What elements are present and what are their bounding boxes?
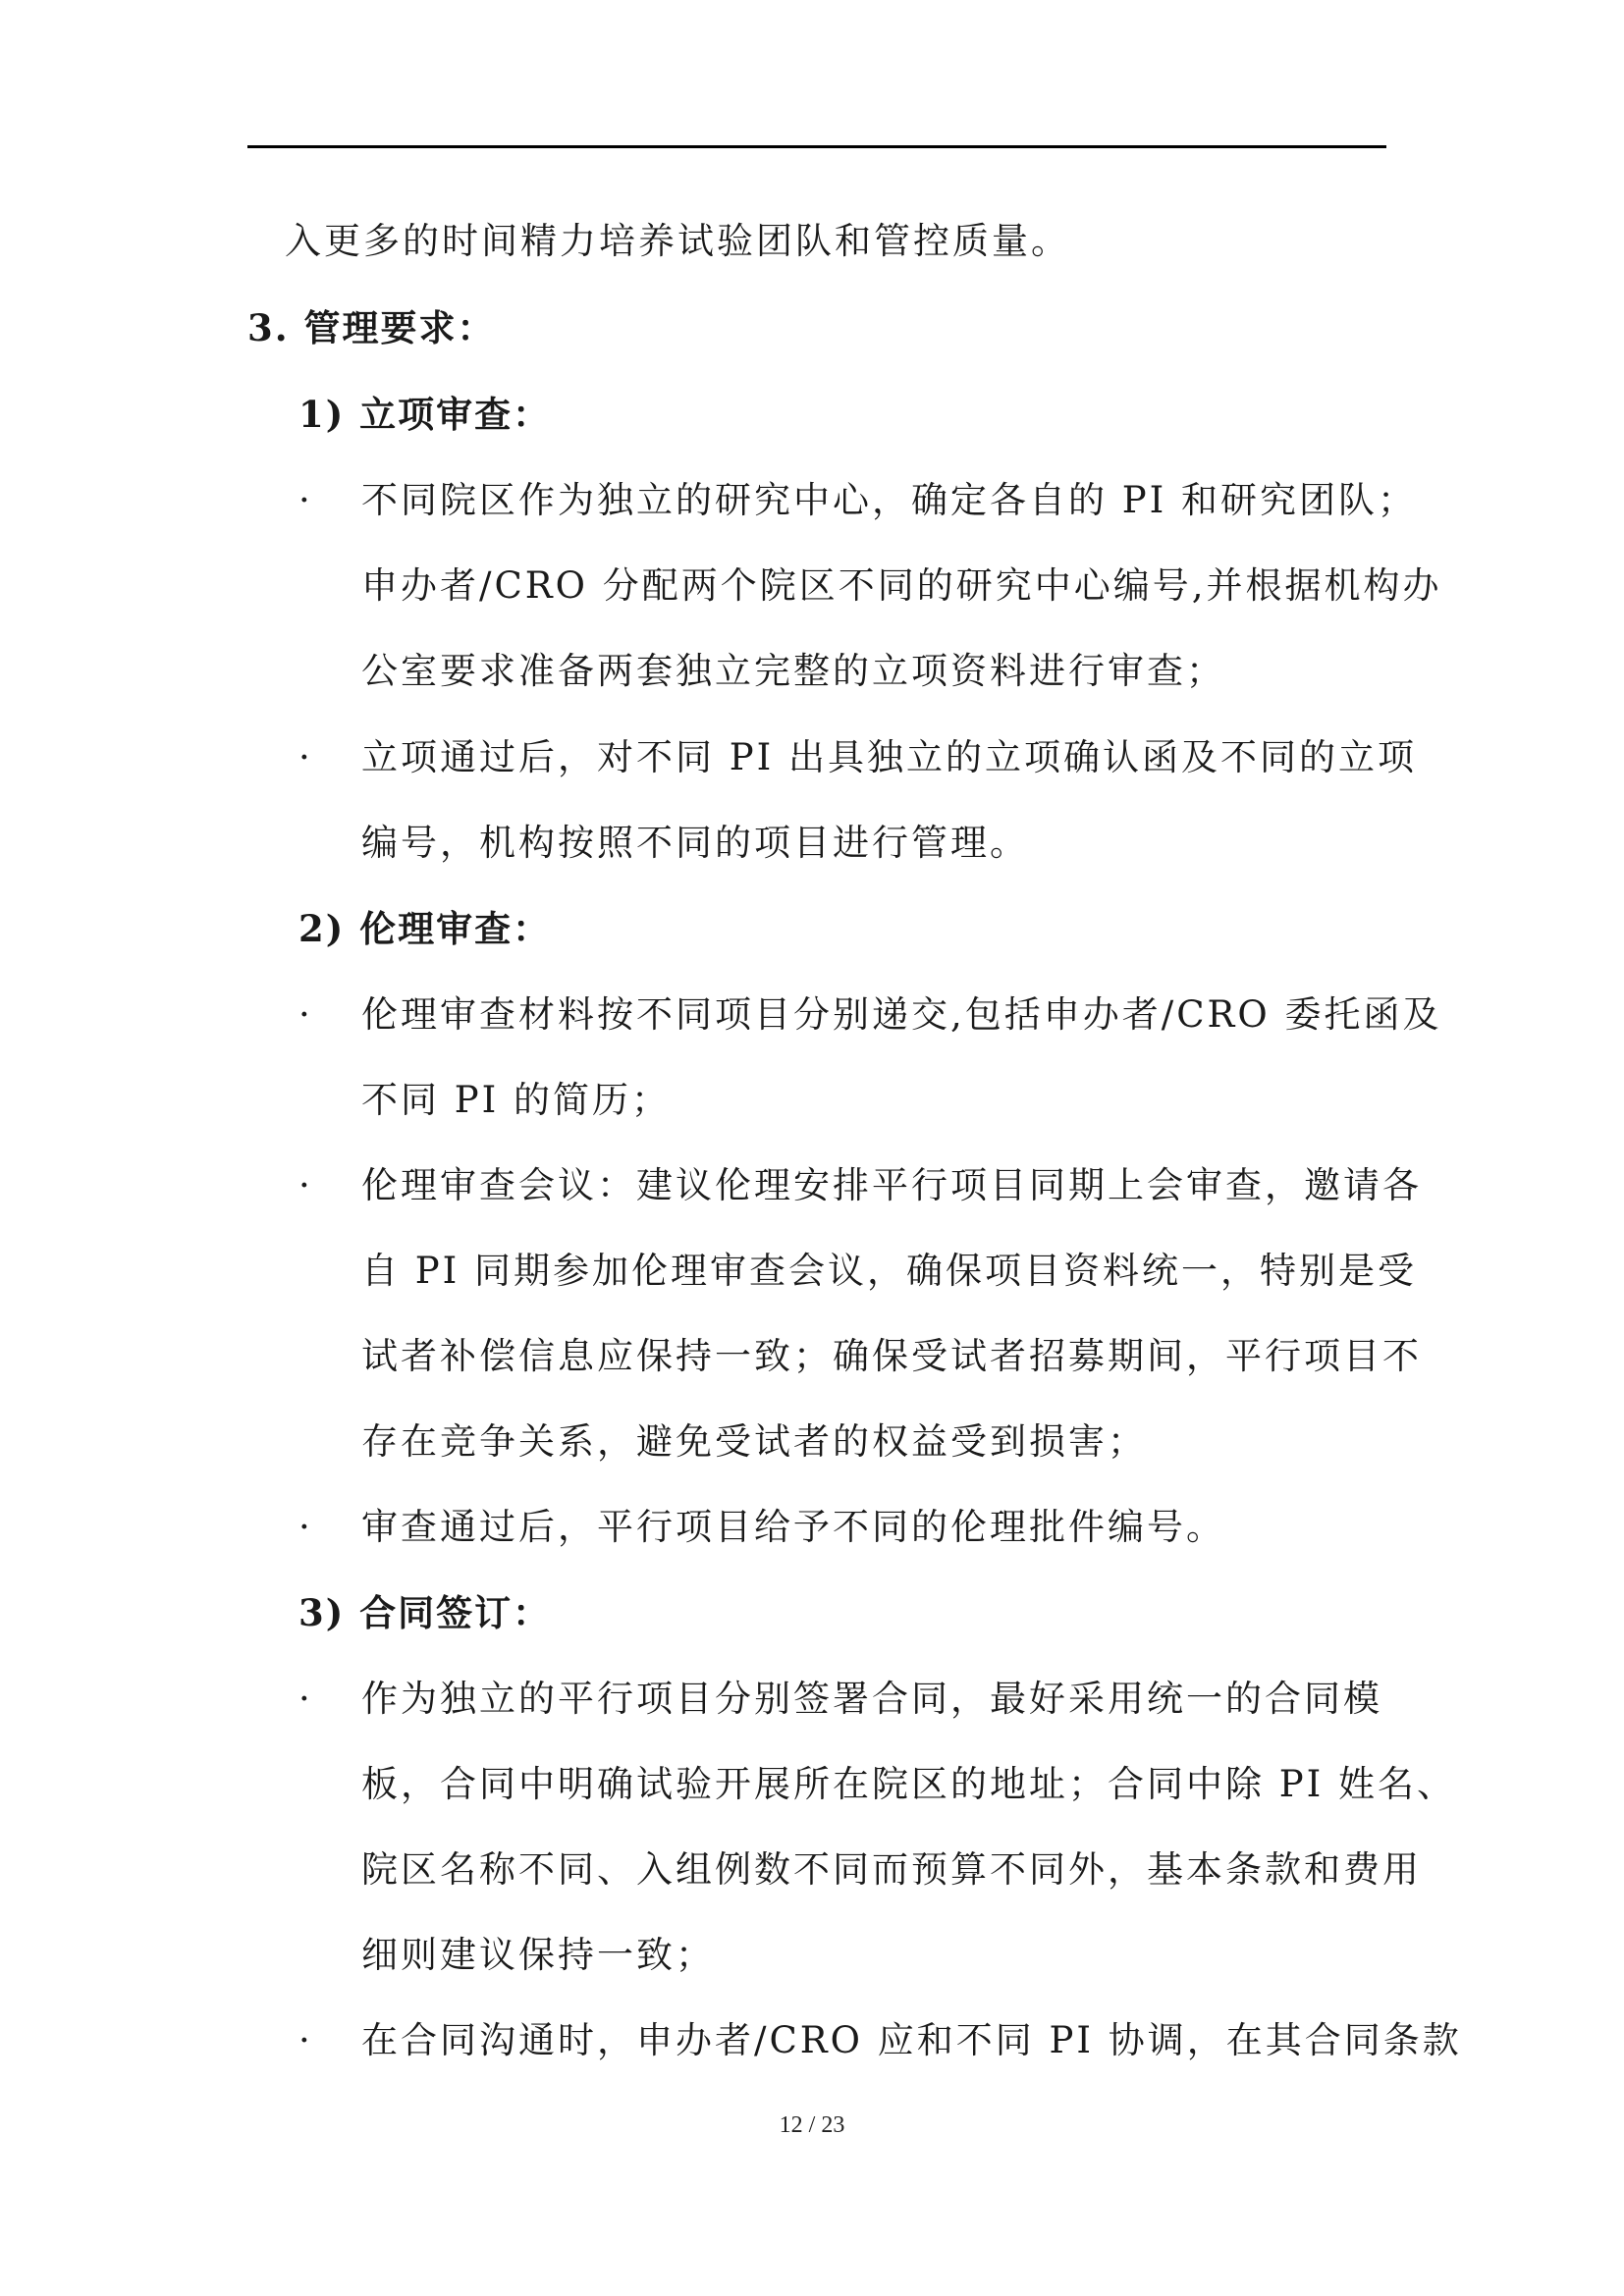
list-item-line: 编号，机构按照不同的项目进行管理。 bbox=[361, 822, 1029, 864]
list-item-line: 不同院区作为独立的研究中心，确定各自的 PI 和研究团队； bbox=[361, 479, 1418, 521]
bullet-marker: · bbox=[298, 479, 310, 521]
list-item-line: 立项通过后，对不同 PI 出具独立的立项确认函及不同的立项 bbox=[361, 736, 1418, 778]
subsection-heading-contract: 3) 合同签订： bbox=[298, 1591, 552, 1634]
subsection-heading-ethics: 2) 伦理审查： bbox=[298, 907, 552, 950]
bullet-marker: · bbox=[298, 1678, 310, 1720]
bullet-marker: · bbox=[298, 2019, 310, 2061]
bullet-marker: · bbox=[298, 993, 310, 1036]
list-item-line: 细则建议保持一致； bbox=[361, 1934, 715, 1976]
list-item-line: 作为独立的平行项目分别签署合同，最好采用统一的合同模 bbox=[361, 1678, 1382, 1720]
list-item-line: 申办者/CRO 分配两个院区不同的研究中心编号,并根据机构办 bbox=[361, 564, 1442, 607]
continuation-text: 入更多的时间精力培养试验团队和管控质量。 bbox=[285, 220, 1070, 262]
bullet-marker: · bbox=[298, 736, 310, 778]
list-item-line: 板，合同中明确试验开展所在院区的地址；合同中除 PI 姓名、 bbox=[361, 1763, 1457, 1805]
bullet-marker: · bbox=[298, 1164, 310, 1206]
section-heading: 3. 管理要求： bbox=[247, 306, 496, 349]
list-item-line: 伦理审查会议：建议伦理安排平行项目同期上会审查，邀请各 bbox=[361, 1164, 1422, 1206]
list-item-line: 试者补偿信息应保持一致；确保受试者招募期间，平行项目不 bbox=[361, 1335, 1422, 1377]
list-item-line: 自 PI 同期参加伦理审查会议，确保项目资料统一，特别是受 bbox=[361, 1250, 1418, 1292]
subsection-heading-approval: 1) 立项审查： bbox=[298, 393, 552, 436]
page-number: 12 / 23 bbox=[779, 2112, 845, 2138]
list-item-line: 院区名称不同、入组例数不同而预算不同外，基本条款和费用 bbox=[361, 1848, 1422, 1891]
list-item-line: 存在竞争关系，避免受试者的权益受到损害； bbox=[361, 1420, 1147, 1463]
list-item-line: 伦理审查材料按不同项目分别递交,包括申办者/CRO 委托函及 bbox=[361, 993, 1442, 1036]
list-item-line: 在合同沟通时，申办者/CRO 应和不同 PI 协调，在其合同条款 bbox=[361, 2019, 1462, 2061]
list-item-line: 审查通过后，平行项目给予不同的伦理批件编号。 bbox=[361, 1506, 1225, 1548]
header-rule bbox=[247, 145, 1386, 148]
list-item-line: 公室要求准备两套独立完整的立项资料进行审查； bbox=[361, 650, 1225, 692]
list-item-line: 不同 PI 的简历； bbox=[361, 1079, 672, 1121]
bullet-marker: · bbox=[298, 1506, 310, 1548]
